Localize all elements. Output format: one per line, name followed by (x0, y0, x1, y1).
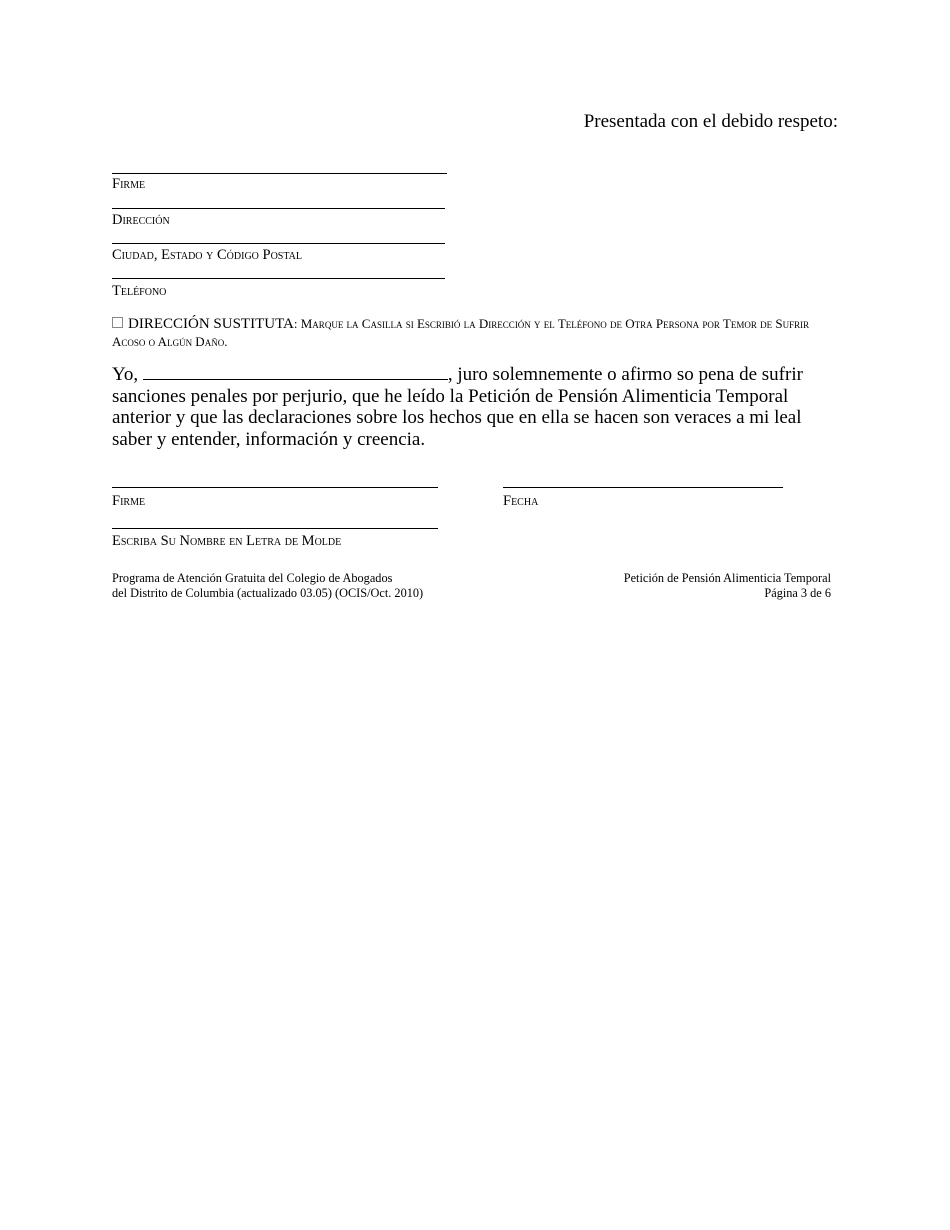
print-name-line (112, 528, 438, 529)
name-blank[interactable] (143, 365, 448, 380)
substitute-title: DIRECCIÓN SUSTITUTA (128, 316, 294, 332)
city-label: Ciudad, Estado y Código Postal (112, 247, 302, 263)
address-line (112, 208, 445, 209)
phone-label: Teléfono (112, 283, 167, 299)
substitute-checkbox[interactable] (112, 317, 123, 328)
footer-version: del Distrito de Columbia (actualizado 03.05) (OCIS/Oct. 2010) (112, 586, 424, 600)
respect-closing: Presentada con el debido respeto: (583, 111, 838, 132)
oath-prefix: Yo, (112, 364, 139, 385)
print-name-label: Escriba Su Nombre en Letra de Molde (112, 533, 342, 549)
sign-line (112, 487, 438, 488)
firme-label: Firme (112, 176, 146, 192)
phone-line (112, 278, 445, 279)
footer-form-title: Petición de Pensión Alimenticia Temporal (623, 571, 831, 585)
address-label: Dirección (112, 212, 170, 228)
signature-line (112, 173, 447, 174)
substitute-text: : Marque la Casilla si Escribió la Dirección y el Teléfono de Otra Persona por Temor de Sufrir Acoso o Algún Daño. (112, 316, 810, 349)
footer-org: Programa de Atención Gratuita del Colegio de Abogados (112, 571, 393, 585)
date-label: Fecha (503, 493, 539, 509)
oath-paragraph (112, 364, 837, 450)
city-line (112, 243, 445, 244)
date-line (503, 487, 783, 488)
sign-label: Firme (112, 493, 146, 509)
footer-right (624, 571, 831, 601)
oath-text: , juro solemnemente o afirmo so pena de sufrir sanciones penales por perjurio, que he leído la Petición de Pensión Alimenticia Temporal anterior y que las declaraciones sobre los hechos que en ella se hacen son veraces a mi leal saber y entender, información y creencia. (112, 364, 803, 450)
substitute-address (112, 315, 837, 350)
page-number: Página 3 de 6 (764, 586, 831, 600)
footer-left (112, 571, 423, 601)
